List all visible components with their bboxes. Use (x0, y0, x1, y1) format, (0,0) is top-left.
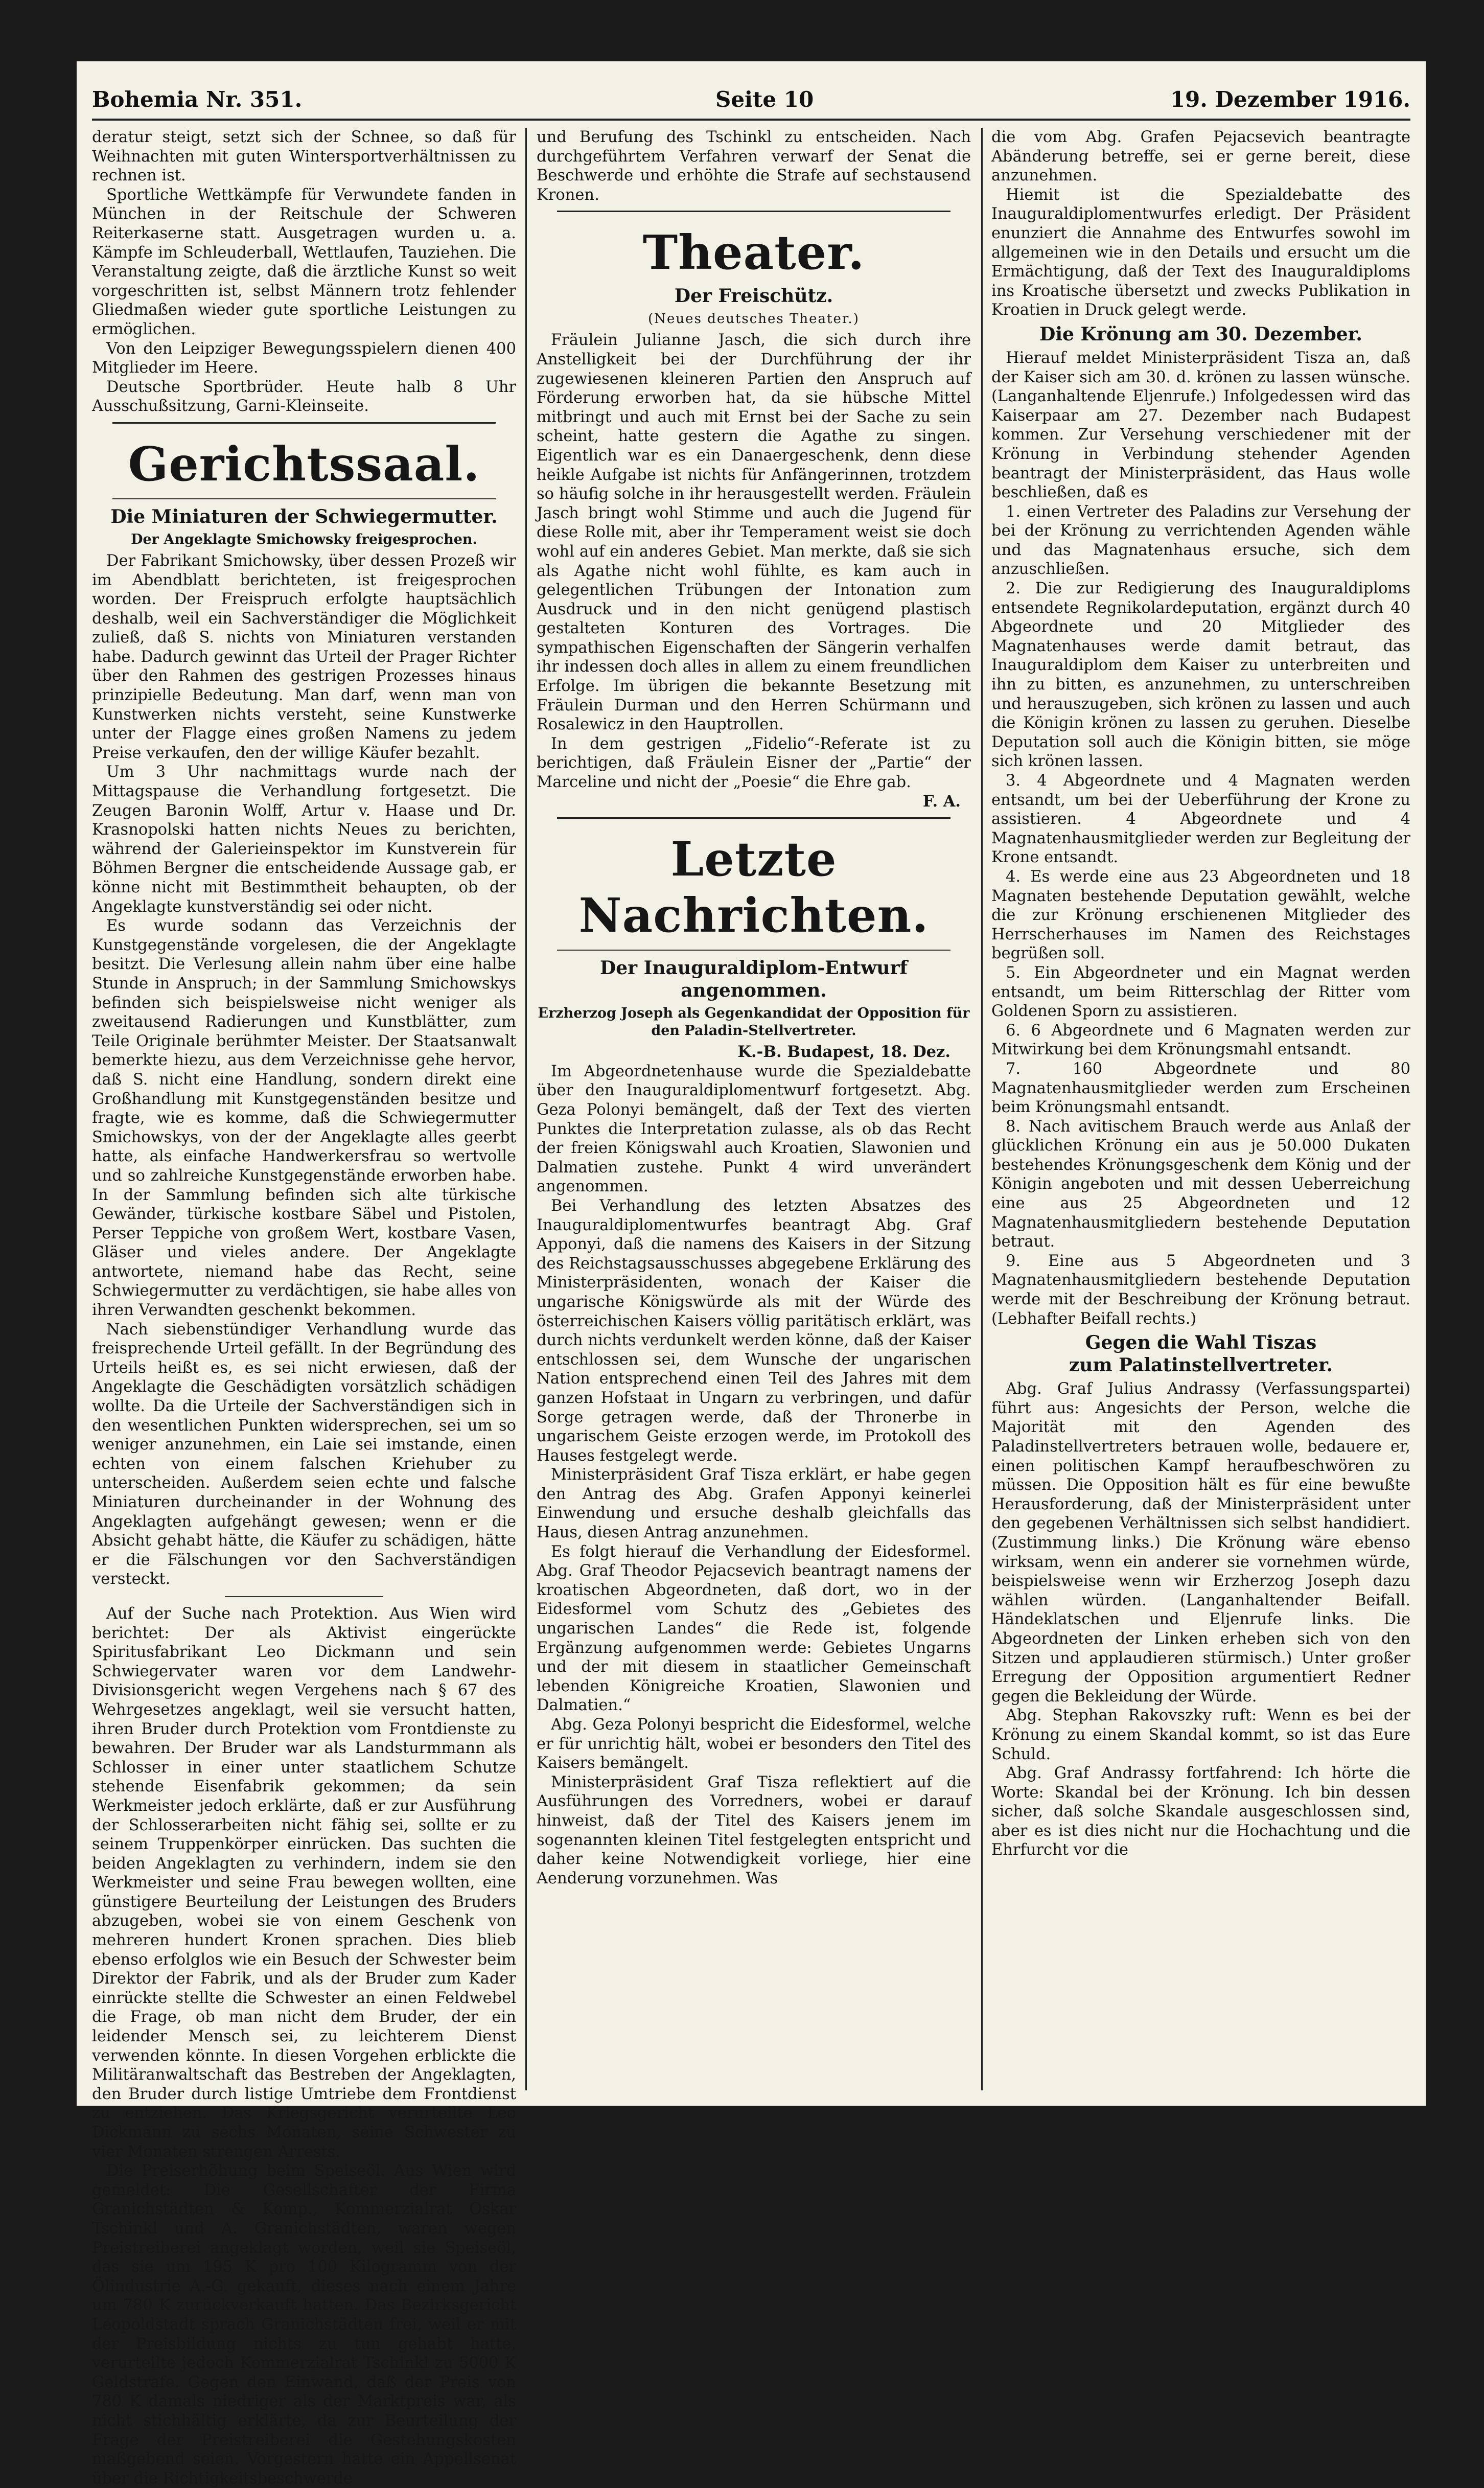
tisza-headline-line-1: Gegen die Wahl Tiszas (1085, 1332, 1317, 1354)
news-para-6: Ministerpräsident Graf Tisza reflektiert auf die Ausführungen des Vorredners, wobei er darauf hinweist, daß der Titel des Kaisers jenem im sogenannten kleinen Titel festgelegten entspricht und daher keine Notwendigkeit vorliege, hier eine Aenderung vorzunehmen. Was (537, 1773, 971, 1887)
protektion-para: Auf der Suche nach Protektion. Aus Wien wird berichtet: Der als Aktivist eingerückte Spiritusfabrikant Leo Dickmann und sein Schwiegervater waren vor dem Landwehr-Divisionsgericht wegen Vergehens nach § 67 des Wehrgesetzes angeklagt, weil sie versucht hatten, ihren Bruder durch Protektion vom Frontdienste zu bewahren. Der Bruder war als Landsturmmann als Schlosser in einer unter staatlichem Schutze stehende Eisenfabrik gekommen; da sein Werkmeister jedoch erklärte, daß er zur Ausführung der Schlosserarbeiten nicht fähig sei, sollte er zu seinem Truppenkörper einrücken. Das suchten die beiden Angeklagten zu verhindern, indem sie den Werkmeister und seine Frau bewegen wollten, eine günstigere Beurteilung der Leistungen des Bruders abzugeben, wobei sie von einem Geschenk von mehreren hundert Kronen sprachen. Dies blieb ebenso erfolglos wie ein Besuch der Schwester beim Direktor der Fabrik, und als der Bruder zum Kader einrückte stellte die Schwester an einen Feldwebel die Frage, ob man nicht dem Bruder, der ein leidender Mensch sei, zu leichterem Dienst verwenden könnte. In diesen Vorgehen erblickte die Militäranwaltschaft das Bestreben der Angeklagten, den Bruder durch listige Umtriebe dem Frontdienst zu entziehen. Das Kriegsgericht verurteilte Leo Dickmann zu sechs Monaten, seine Schwester zu vier Monaten strengen Arrests. (92, 1604, 516, 2161)
news-headline-line-2: angenommen. (681, 980, 827, 1002)
section-title-theater: Theater. (642, 225, 865, 281)
column-divider-2 (981, 128, 983, 2090)
article-kicker-miniaturen: Der Angeklagte Smichowsky freigesprochen. (131, 531, 477, 547)
miniaturen-para-1: Der Fabrikant Smichowsky, über dessen Prozeß wir im Abendblatt berichteten, ist freigesprochen worden. Der Freispruch erfolgte hauptsächlich deshalb, weil ein Sachverständiger die Möglichkeit zuließ, daß S. nichts von Miniaturen verstanden habe. Dadurch gewinnt das Urteil der Prager Richter über den Rahmen des gestrigen Prozesses hinaus prinzipielle Bedeutung. Man darf, wenn man von Kunstwerken nichts versteht, seine Kunstwerke unter der Flagge eines großen Namens zu jedem Preise verkaufen, den der willige Käufer bezahlt. (92, 551, 516, 762)
kroenung-item-8: 8. Nach avitischem Brauch werde aus Anlaß der glücklichen Krönung ein aus je 50.000 Dukaten bestehendes Krönungsgeschenk dem König und der Königin angeboten und mit dessen Ueberreichung eine aus 25 Abgeordneten und 12 Magnatenhausmitgliedern bestehende Deputation betraut. (991, 1117, 1410, 1251)
masthead-date: 19. Dezember 1916. (1170, 87, 1410, 112)
tisza-para-2: Abg. Stephan Rakovszky ruft: Wenn es bei der Krönung zu einem Skandal kommt, so ist das Eure Schuld. (991, 1707, 1410, 1763)
section-rule (557, 211, 950, 212)
article-headline-miniaturen: Die Miniaturen der Schwiegermutter. (110, 505, 498, 527)
column-1 (92, 128, 516, 2487)
kroenung-headline: Die Krönung am 30. Dezember. (1039, 323, 1362, 345)
kroenung-item-1: 1. einen Vertreter des Paladins zur Versehung der bei der Krönung zu verrichtenden Agenden wähle und das Magnatenhaus ersuche, sich dem anzuschließen. (991, 502, 1410, 579)
kroenung-item-9: 9. Eine aus 5 Abgeordneten und 3 Magnatenhausmitgliedern bestehende Deputation werde mit der Beschreibung der Krönung betraut. (Lebhafter Beifall rechts.) (991, 1252, 1410, 1328)
col3-para-1: die vom Abg. Grafen Pejacsevich beantragte Abänderung betreffe, sei er gerne bereit, diese anzunehmen. (991, 128, 1410, 185)
kroenung-item-4: 4. Es werde eine aus 23 Abgeordneten und 18 Magnaten bestehende Deputation gewählt, welche die zur Krönung erschienenen Mitglieder des Herrscherhauses im Namen des Reichstages begrüßen soll. (991, 867, 1410, 963)
news-para-3: Ministerpräsident Graf Tisza erklärt, er habe gegen den Antrag des Abg. Grafen Apponyi keinerlei Einwendung und ersuche deshalb gleichfalls das Haus, diesen Antrag anzunehmen. (537, 1466, 971, 1542)
col1-para-2: Sportliche Wettkämpfe für Verwundete fanden in München in der Reitschule der Schweren Reiterkaserne statt. Ausgetragen wurden u. a. Kämpfe im Schleuderball, Wettlaufen, Tauziehen. Die Veranstaltung zeigte, daß die ärztliche Kunst so weit vorgeschritten ist, selbst Männern trotz fehlender Gliedmaßen wieder gute sportliche Leistungen zu ermöglichen. (92, 186, 516, 338)
section-title-letzte-nachrichten: Letzte Nachrichten. (578, 832, 929, 943)
section-rule (557, 817, 950, 819)
news-para-5: Abg. Geza Polonyi bespricht die Eidesformel, welche er für unrichtig hält, wobei er besonders den Titel des Kaisers bemängelt. (537, 1716, 971, 1772)
theater-headline: Der Freischütz. (674, 285, 833, 307)
kroenung-intro: Hierauf meldet Ministerpräsident Tisza an, daß der Kaiser sich am 30. d. krönen zu lassen wünsche. (Langanhaltende Eljenrufe.) Infolgedessen wird das Kaiserpaar am 27. Dezember nach Budapest kommen. Zur Versehung verschiedener mit der Krönung in Verbindung stehender Agenden beantragt der Ministerpräsident, das Haus wolle beschließen, daß es (991, 349, 1410, 502)
section-rule (112, 422, 496, 424)
speiseoel-para: Die Preiserhöhung beim Speiseöl. Aus Wien wird gemeldet: Die Gesellschafter der Firma Granichstädten & Komp., Kommerzialrat Oskar Tschinkl und A. Granichstädten, waren wegen Preistreiberei angeklagt worden, weil sie Speiseöl, das sie um 195 K pro 100 Kilogramm von der Ölindustrie A.-G. gekauft, dieses nach einem Jahre um 780 K zurückverkauft hatten. Das Bezirksgericht Leopoldstadt sprach Granichstädten frei, weil er mit der Preisbildung nichts zu tun gehabt hatte, verurteilte jedoch Kommerzialrat Tschinkl zu 5000 K Geldstrafe. Gegen den Einwand, daß der Preis von 780 K damals niedriger als der Marktpreis war, als nicht stichhältig erklärte, da zur Beurteilung der Frage der Preistreiberei die Gestehungskosten maßgebend seien. Vorgestern hatte ein Appellsenat über die Richtigkeitsbeschwerde (92, 2162, 516, 2487)
col1-para-1: deratur steigt, setzt sich der Schnee, so daß für Weihnachten mit guten Wintersportverhältnissen zu rechnen ist. (92, 128, 516, 185)
kroenung-item-2: 2. Die zur Redigierung des Inauguraldiploms entsendete Regnikolardeputation, ergänzt durch 40 Abgeordnete und 20 Mitglieder des Magnatenhauses werde damit betraut, das Inauguraldiplom dem Kaiser zu unterbreiten und ihn zu bitten, es anzunehmen, zu unterschreiben und herauszugeben, sich krönen zu lassen und auch die Königin krönen zu lassen zu geruhen. Dieselbe Deputation soll auch die Königin bitten, sie möge sich krönen lassen. (991, 580, 1410, 771)
section-rule (557, 950, 950, 951)
column-divider-1 (525, 128, 527, 2090)
miniaturen-para-2: Um 3 Uhr nachmittags wurde nach der Mittagspause die Verhandlung fortgesetzt. Die Zeugen Baronin Wolff, Artur v. Haase und Dr. Krasnopolski hatten nichts Neues zu berichten, während der Galerieinspektor im Kunstverein für Böhmen Bergner die entscheidende Aussage gab, er könne nicht mit Bestimmtheit behaupten, ob der Angeklagte kunstverständig sei oder nicht. (92, 763, 516, 916)
theater-para-1: Fräulein Julianne Jasch, die sich durch ihre Anstelligkeit bei der Durchführung der ihr zugewiesenen kleineren Partien den Anspruch auf Förderung erworben hat, da sie hübsche Mittel mitbringt und auch mit Ernst bei der Sache zu sein scheint, hatte gestern die Agathe zu singen. Eigentlich war es ein Danaergeschenk, denn diese heikle Aufgabe ist nichts für Anfängerinnen, trotzdem so häufig solche in ihr herausgestellt werden. Fräulein Jasch bringt wohl Stimme und auch die Jugend für diese Rolle mit, aber ihr Temperament weist sie doch wohl auf ein anderes Gebiet. Man merkte, daß sie sich als Agathe nicht wohl fühlte, es kam auch in gelegentlichen Trübungen der Intonation zum Ausdruck und in den nicht genügend plastisch gestalteten Konturen des Vortrages. Die sympathischen Eigenschaften der Sängerin verhalfen ihr indessen doch alles in allem zu einem freundlichen Erfolge. Im übrigen die bekannte Besetzung mit Fräulein Durman und den Herren Schürmann und Rosalewicz in den Hauptrollen. (537, 331, 971, 734)
col2-top-para: und Berufung des Tschinkl zu entscheiden. Nach durchgeführtem Verfahren verwarf der Senat die Beschwerde und erhöhte die Strafe auf sechstausend Kronen. (537, 128, 971, 204)
masthead (92, 87, 1410, 118)
tisza-para-3: Abg. Graf Andrassy fortfahrend: Ich hörte die Worte: Skandal bei der Krönung. Ich bin dessen sicher, daß solche Skandale ausgeschlossen sind, aber es ist dies nicht nur die Hochachtung und die Ehrfurcht vor die (991, 1764, 1410, 1859)
news-para-2: Bei Verhandlung des letzten Absatzes des Inauguraldiplomentwurfes beantragt Abg. Graf Apponyi, daß die namens des Kaisers in der Sitzung des Reichstagsausschusses abgegebene Erklärung des Ministerpräsidenten, wonach der Kaiser die ungarische Königswürde als mit der Würde des österreichischen Kaisers völlig paritätisch erklärt, was durch nichts verdunkelt werden könne, daß der Kaiser entschlossen sei, dem Wunsche der ungarischen Nation entsprechend einen Teil des Jahres mit dem ganzen Hofstaat in Ungarn zu verbringen, und dafür Sorge getragen werde, daß der Thronerbe in ungarischem Geiste erzogen werde, im Protokoll des Hauses festgelegt werde. (537, 1196, 971, 1465)
tisza-headline-line-2: zum Palatinstellvertreter. (1069, 1354, 1333, 1376)
column-2 (537, 128, 971, 2090)
section-title-gerichtssaal: Gerichtssaal. (128, 436, 480, 492)
col1-para-4: Deutsche Sportbrüder. Heute halb 8 Uhr Ausschußsitzung, Garni-Kleinseite. (92, 378, 516, 416)
miniaturen-para-3: Es wurde sodann das Verzeichnis der Kunstgegenstände vorgelesen, die der Angeklagte besitzt. Die Verlesung allein nahm über eine halbe Stunde in Anspruch; in der Sammlung Smichowskys befinden sich beispielsweise nicht weniger als zweitausend Radierungen und Kunstblätter, zum Teile Originale berühmter Meister. Der Staatsanwalt bemerkte hiezu, aus dem Verzeichnisse gehe hervor, daß S. nicht eine Handlung, sondern direkt eine Großhandlung mit Kunstgegenständen besitze und fragte, wie es komme, daß die Schwiegermutter Smichowskys, von der der Angeklagte alles geerbt hatte, als einfache Handwerkersfrau so wertvolle und so zahlreiche Kunstgegenstände erworben habe. In der Sammlung befinden sich alte türkische Gewänder, türkische kostbare Säbel und Pistolen, Perser Teppiche von großem Wert, kostbare Vasen, Gläser und vieles andere. Der Angeklagte antwortete, niemand habe das Recht, seine Schwiegermutter zu verdächtigen, sie habe alles von ihren Verwandten geschenkt bekommen. (92, 917, 516, 1320)
kroenung-item-6: 6. 6 Abgeordnete und 6 Magnaten werden zur Mitwirkung bei dem Krönungsmahl entsandt. (991, 1021, 1410, 1059)
tisza-para-1: Abg. Graf Julius Andrassy (Verfassungspartei) führt aus: Angesichts der Person, welche die Majorität mit den Agenden des Paladinstellvertreters betrauen wolle, bedauere er, einen politischen Kampf heraufbeschwören zu müssen. Die Opposition hält es für eine bewußte Herausforderung, daß der Ministerpräsident unter den gegebenen Verhältnissen sich selbst handidiert. (Zustimmung links.) Die Krönung wäre ebenso wirksam, wenn ein anderer sie vornehmen würde, beispielsweise wenn wir Erzherzog Joseph dazu wählen würden. (Langanhaltender Beifall. Händeklatschen und Eljenrufe links. Die Abgeordneten der Linken erheben sich von den Sitzen und applaudieren stürmisch.) Unter großer Erregung der Opposition argumentiert Redner gegen die Bekleidung der Würde. (991, 1380, 1410, 1706)
col3-para-2: Hiemit ist die Spezialdebatte des Inauguraldiplomentwurfes erledigt. Der Präsident enunziert die Annahme des Entwurfes sowohl im allgemeinen wie in den Details und ersucht um die Ermächtigung, daß der Text des Inauguraldiploms ins Kroatische übersetzt und zwecks Publikation in Kroatien in Druck gelegt werde. (991, 186, 1410, 319)
article-separator (225, 1596, 383, 1597)
theater-signature: F. A. (922, 792, 961, 811)
news-dateline: K.-B. Budapest, 18. Dez. (737, 1043, 950, 1062)
news-kicker: Erzherzog Joseph als Gegenkandidat der Opposition für den Paladin-Stellvertreter. (538, 1005, 970, 1039)
news-para-4: Es folgt hierauf die Verhandlung der Eidesformel. Abg. Graf Theodor Pejacsevich beantragt namens der kroatischen Abgeordneten, daß dort, wo in der Eidesformel vom Schutz des „Gebietes des ungarischen Landes“ die Rede ist, folgende Ergänzung aufgenommen werde: Gebietes Ungarns und der mit diesem in staatlicher Gemeinschaft lebenden Königreiche Kroatien, Slawonien und Dalmatien.“ (537, 1542, 971, 1715)
kroenung-item-7: 7. 160 Abgeordnete und 80 Magnatenhausmitglieder werden zum Erscheinen beim Krönungsmahl entsandt. (991, 1059, 1410, 1117)
newspaper-page (77, 61, 1426, 2487)
section-rule (112, 498, 496, 499)
news-headline-line-1: Der Inauguraldiplom-Entwurf (599, 957, 908, 979)
kroenung-item-3: 3. 4 Abgeordnete und 4 Magnaten werden entsandt, um bei der Ueberführung der Krone zu assistieren. 4 Abgeordnete und 4 Magnatenhausmitglieder werden zur Begleitung der Krone entsandt. (991, 772, 1410, 867)
theater-subhead: (Neues deutsches Theater.) (648, 311, 860, 327)
kroenung-item-5: 5. Ein Abgeordneter und ein Magnat werden entsandt, um beim Ritterschlag der Ritter vom Goldenen Sporn zu assistieren. (991, 963, 1410, 1021)
theater-para-2: In dem gestrigen „Fidelio“-Referate ist zu berichtigen, daß Fräulein Eisner der „Partie“ der Marceline und nicht der „Poesie“ die Ehre gab. (537, 734, 971, 792)
masthead-paper-issue: Bohemia Nr. 351. (92, 87, 303, 112)
col1-para-3: Von den Leipziger Bewegungsspielern dienen 400 Mitglieder im Heere. (92, 339, 516, 377)
news-para-1: Im Abgeordnetenhause wurde die Spezialdebatte über den Inauguraldiplomentwurf fortgesetzt. Abg. Geza Polonyi bemängelt, daß der Text des vierten Punktes die Interpretation zulasse, als ob das Recht der freien Königswahl auch Kroatien, Slawonien und Dalmatien zustehe. Punkt 4 wird unverändert angenommen. (537, 1062, 971, 1196)
miniaturen-para-4: Nach siebenstündiger Verhandlung wurde das freisprechende Urteil gefällt. In der Begründung des Urteils heißt es, es sei nicht erwiesen, daß der Angeklagte die Geschädigten vorsätzlich schädigen wollte. Da die Urteile der Sachverständigen sich in den wesentlichen Punkten widersprechen, sei um so weniger anzunehmen, ein Laie sei imstande, einen echten von einem falschen Kriehuber zu unterscheiden. Außerdem seien echte und falsche Miniaturen durcheinander in der Wohnung des Angeklagten aufgehängt gewesen; wenn er die Absicht gehabt hätte, die Käufer zu schädigen, hätte er die Fälschungen vor den Sachverständigen versteckt. (92, 1320, 516, 1588)
column-3 (991, 128, 1410, 2090)
masthead-page-number: Seite 10 (715, 87, 814, 112)
masthead-rule (92, 119, 1410, 121)
